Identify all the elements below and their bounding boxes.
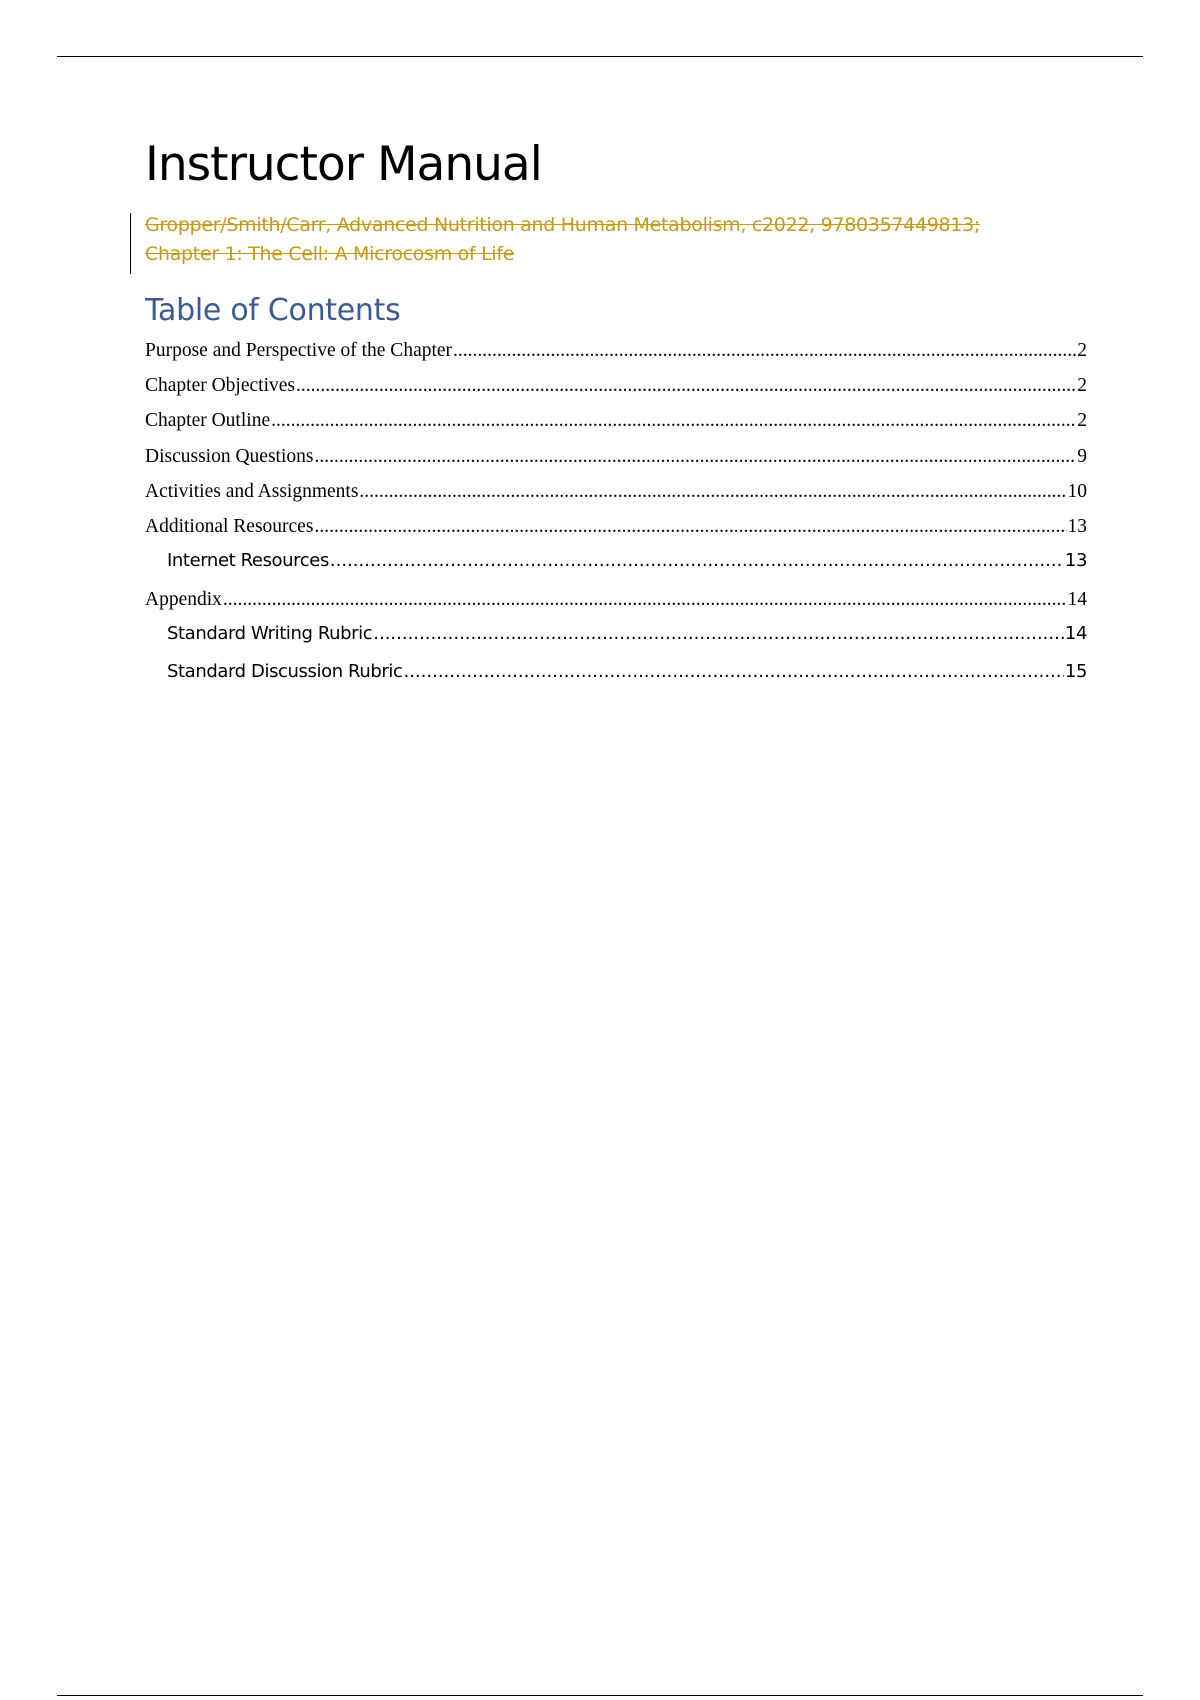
toc-dot-leader [373,623,1064,644]
toc-dot-leader [359,481,1066,503]
toc-entry[interactable] [145,623,1087,644]
toc-dot-leader [296,375,1076,397]
document-title: Instructor Manual [145,137,542,192]
toc-entry-page: 2 [1077,340,1087,361]
toc-entry-label: Purpose and Perspective of the Chapter [145,340,453,361]
tracked-deletion [145,211,1105,269]
toc-heading: Table of Contents [145,293,401,328]
toc-entry-label: Chapter Outline [145,410,271,431]
toc-entry-page: 10 [1067,481,1087,502]
change-bar [130,213,131,274]
toc-entry-label: Additional Resources [145,516,314,537]
toc-entry-page: 14 [1067,589,1087,610]
toc-entry[interactable] [145,661,1087,682]
toc-entry-page: 14 [1064,623,1087,644]
toc-entry[interactable] [145,340,1087,362]
toc-dot-leader [223,589,1067,611]
toc-entry-label: Standard Discussion Rubric [167,661,403,682]
toc-entry[interactable] [145,589,1087,611]
footer-rule [57,1695,1143,1696]
tracked-deletion-line-1: Gropper/Smith/Carr, Advanced Nutrition and Human Metabolism, c2022, 9780357449813; [145,214,980,236]
toc-entry-page: 13 [1064,550,1087,571]
toc-entry-label: Chapter Objectives [145,375,295,396]
toc-entry-label: Standard Writing Rubric [167,623,373,644]
toc-entry-label: Appendix [145,589,222,610]
toc-dot-leader [314,446,1076,468]
toc-dot-leader [271,410,1076,432]
toc-entry[interactable] [145,481,1087,503]
toc-dot-leader [403,661,1063,682]
header-rule [57,56,1143,57]
toc-entry-label: Activities and Assignments [145,481,359,502]
toc-entry[interactable] [145,516,1087,538]
toc-entry[interactable] [145,446,1087,468]
toc-dot-leader [314,516,1066,538]
toc-entry-page: 2 [1077,375,1087,396]
toc-entry-page: 9 [1077,446,1087,467]
toc-dot-leader [330,550,1064,571]
toc-entry[interactable] [145,410,1087,432]
toc-entry-page: 13 [1067,516,1087,537]
toc-dot-leader [453,340,1076,362]
toc-entry[interactable] [145,550,1087,571]
toc-entry-label: Discussion Questions [145,446,314,467]
toc-entry[interactable] [145,375,1087,397]
tracked-deletion-line-2: Chapter 1: The Cell: A Microcosm of Life [145,243,515,265]
toc-entry-page: 15 [1064,661,1087,682]
toc-entry-page: 2 [1077,410,1087,431]
toc-entry-label: Internet Resources [167,550,329,571]
